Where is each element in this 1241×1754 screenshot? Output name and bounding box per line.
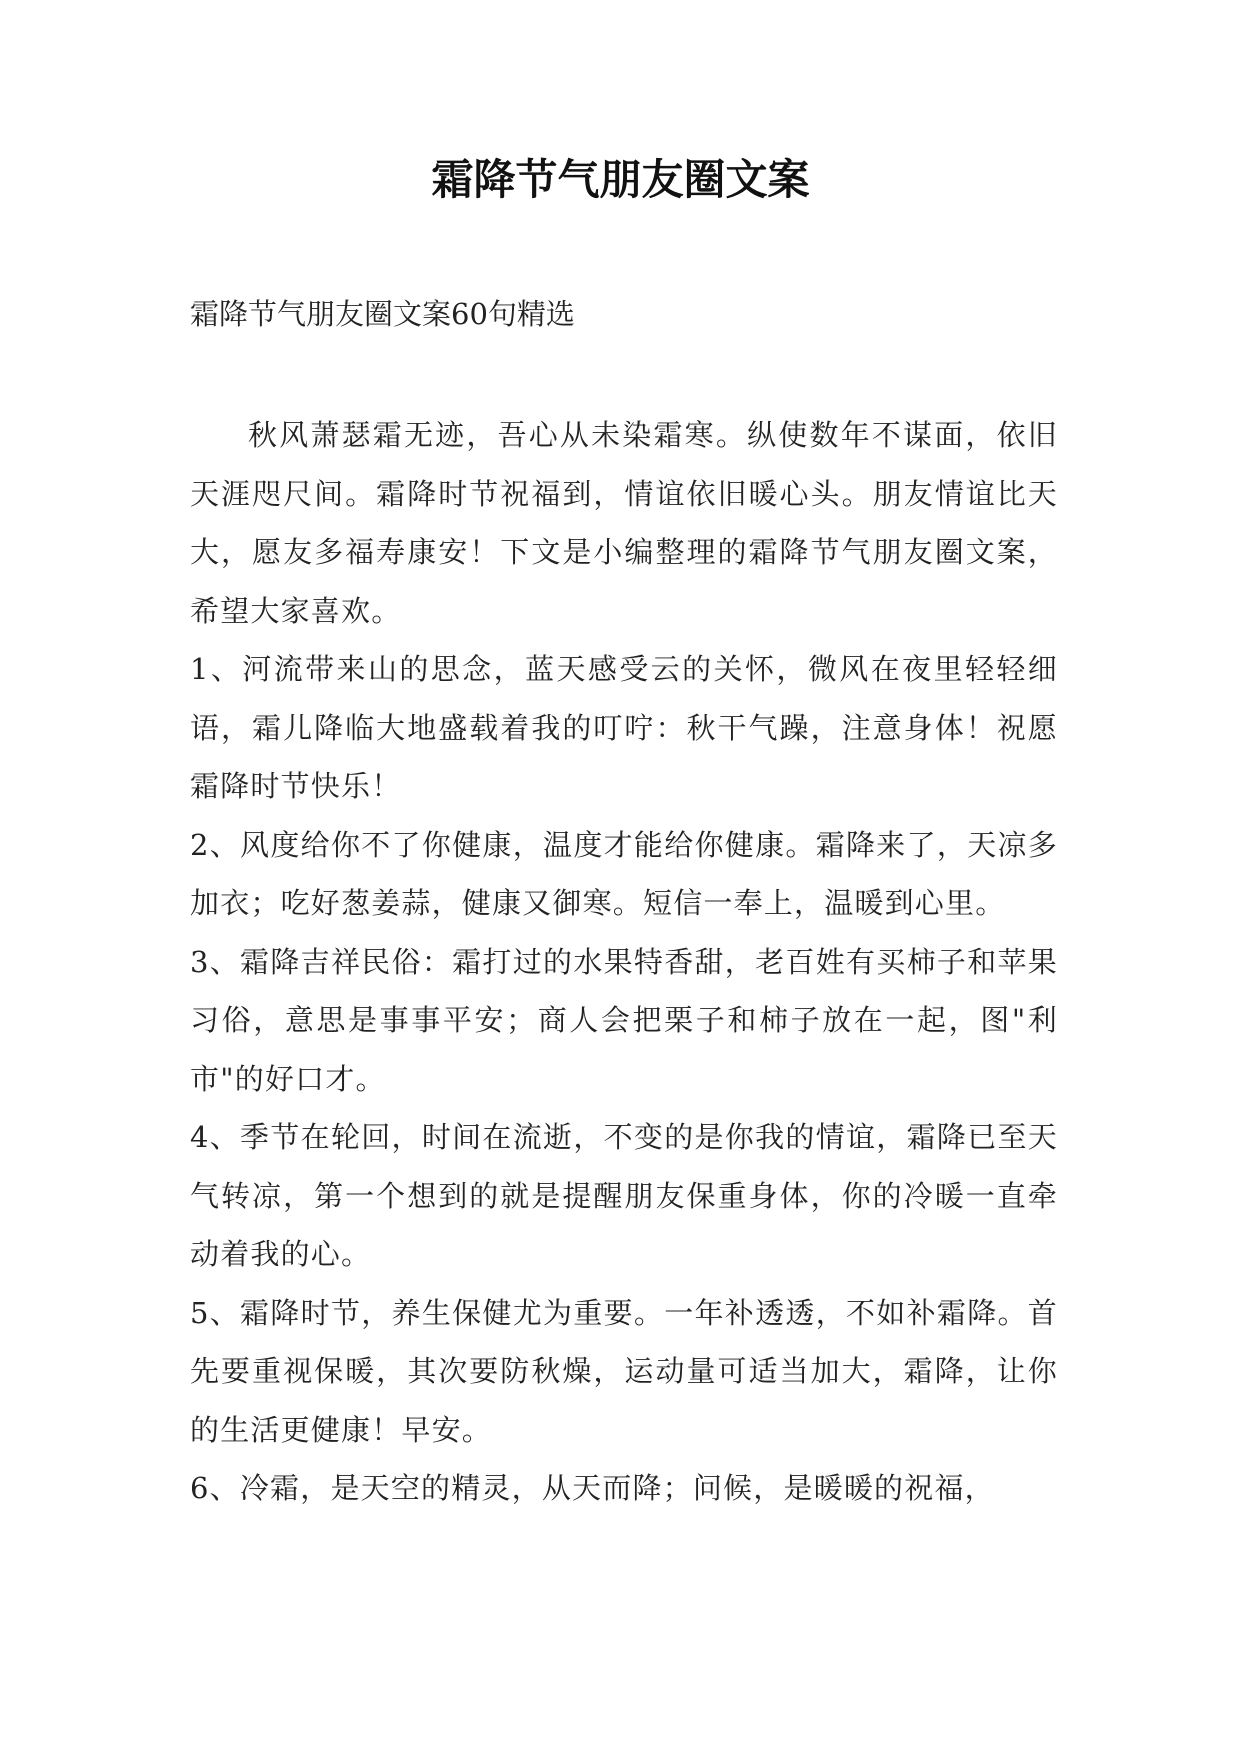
list-item: 6、冷霜，是天空的精灵，从天而降；问候，是暖暖的祝福， <box>190 1471 995 1505</box>
list-item: 5、霜降时节，养生保健尤为重要。一年补透透，不如补霜降。首先要重视保暖，其次要防秋燥，运动量可适当加大，霜降，让你的生活更健康！早安。 <box>190 1295 1058 1447</box>
document-subtitle: 霜降节气朋友圈文案60句精选 <box>190 297 575 331</box>
document-body <box>190 406 1058 1518</box>
intro-paragraph: 秋风萧瑟霜无迹，吾心从未染霜寒。纵使数年不谋面，依旧天涯咫尺间。霜降时节祝福到，情谊依旧暖心头。朋友情谊比天大，愿友多福寿康安！下文是小编整理的霜降节气朋友圈文案，希望大家喜欢。 <box>190 418 1058 628</box>
list-item: 2、风度给你不了你健康，温度才能给你健康。霜降来了，天凉多加衣；吃好葱姜蒜，健康又御寒。短信一奉上，温暖到心里。 <box>190 827 1058 920</box>
document-title: 霜降节气朋友圈文案 <box>431 155 810 204</box>
list-item: 1、河流带来山的思念，蓝天感受云的关怀，微风在夜里轻轻细语，霜儿降临大地盛载着我的叮咛：秋干气躁，注意身体！祝愿霜降时节快乐！ <box>190 652 1058 803</box>
list-item: 4、季节在轮回，时间在流逝，不变的是你我的情谊，霜降已至天气转凉，第一个想到的就是提醒朋友保重身体，你的冷暖一直牵动着我的心。 <box>190 1120 1058 1271</box>
list-item: 3、霜降吉祥民俗：霜打过的水果特香甜，老百姓有买柿子和苹果习俗，意思是事事平安；商人会把栗子和柿子放在一起，图"利市"的好口才。 <box>190 944 1058 1096</box>
